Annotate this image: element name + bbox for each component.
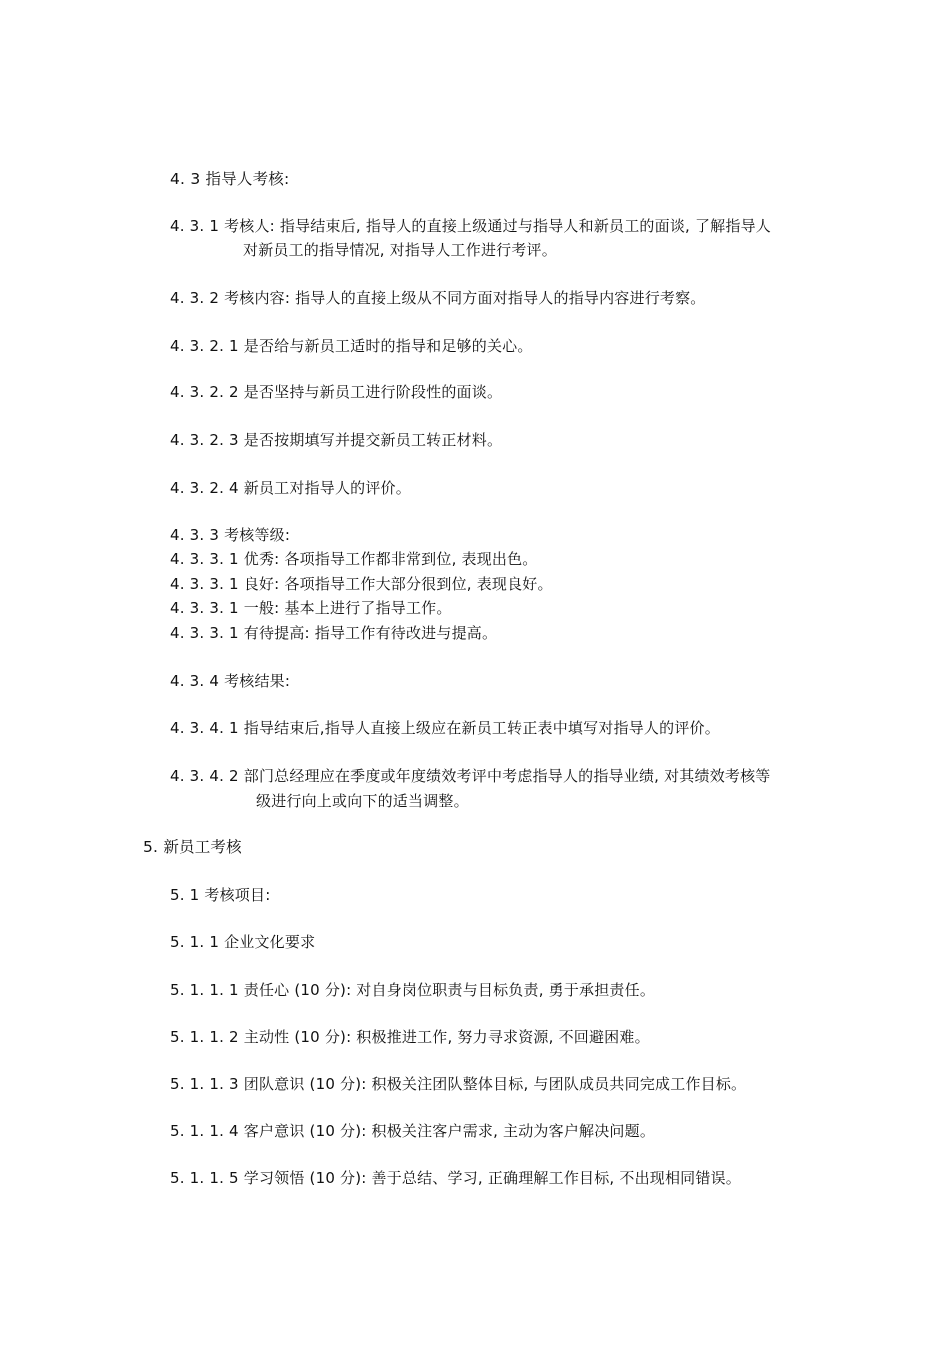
paragraph-5-1-1: 5. 1. 1 企业文化要求: [170, 933, 316, 951]
grade-average: 4. 3. 3. 1 一般: 基本上进行了指导工作。: [170, 599, 452, 617]
paragraph-4-3-2-4: 4. 3. 2. 4 新员工对指导人的评价。: [170, 479, 411, 497]
criterion-responsibility: 5. 1. 1. 1 责任心 (10 分): 对自身岗位职责与目标负责, 勇于承担责任。: [170, 981, 656, 999]
grade-excellent: 4. 3. 3. 1 优秀: 各项指导工作都非常到位, 表现出色。: [170, 550, 538, 568]
paragraph-4-3-3: 4. 3. 3 考核等级:: [170, 526, 291, 544]
paragraph-4-3-4-1: 4. 3. 4. 1 指导结束后,指导人直接上级应在新员工转正表中填写对指导人的评价。: [170, 719, 720, 737]
paragraph-4-3-4: 4. 3. 4 考核结果:: [170, 672, 291, 690]
paragraph-4-3-4-2-line2: 级进行向上或向下的适当调整。: [256, 792, 469, 810]
criterion-learning: 5. 1. 1. 5 学习领悟 (10 分): 善于总结、学习, 正确理解工作目标, 不出现相同错误。: [170, 1169, 741, 1187]
criterion-teamwork: 5. 1. 1. 3 团队意识 (10 分): 积极关注团队整体目标, 与团队成员共同完成工作目标。: [170, 1075, 747, 1093]
paragraph-4-3-1-line1: 4. 3. 1 考核人: 指导结束后, 指导人的直接上级通过与指导人和新员工的面谈, 了解指导人: [170, 217, 771, 235]
paragraph-4-3-2: 4. 3. 2 考核内容: 指导人的直接上级从不同方面对指导人的指导内容进行考察。: [170, 289, 706, 307]
criterion-initiative: 5. 1. 1. 2 主动性 (10 分): 积极推进工作, 努力寻求资源, 不回避困难。: [170, 1028, 650, 1046]
paragraph-5-1: 5. 1 考核项目:: [170, 886, 271, 904]
paragraph-4-3-1-line2: 对新员工的指导情况, 对指导人工作进行考评。: [243, 241, 557, 259]
section-heading-5: 5. 新员工考核: [143, 838, 242, 856]
grade-good: 4. 3. 3. 1 良好: 各项指导工作大部分很到位, 表现良好。: [170, 575, 553, 593]
paragraph-4-3-2-2: 4. 3. 2. 2 是否坚持与新员工进行阶段性的面谈。: [170, 383, 503, 401]
paragraph-4-3-4-2-line1: 4. 3. 4. 2 部门总经理应在季度或年度绩效考评中考虑指导人的指导业绩, 对其绩效考核等: [170, 767, 771, 785]
grade-needs-improvement: 4. 3. 3. 1 有待提高: 指导工作有待改进与提高。: [170, 624, 498, 642]
criterion-customer-awareness: 5. 1. 1. 4 客户意识 (10 分): 积极关注客户需求, 主动为客户解决问题。: [170, 1122, 656, 1140]
paragraph-4-3-2-1: 4. 3. 2. 1 是否给与新员工适时的指导和足够的关心。: [170, 337, 533, 355]
paragraph-4-3-2-3: 4. 3. 2. 3 是否按期填写并提交新员工转正材料。: [170, 431, 503, 449]
section-heading-4-3: 4. 3 指导人考核:: [170, 170, 290, 188]
